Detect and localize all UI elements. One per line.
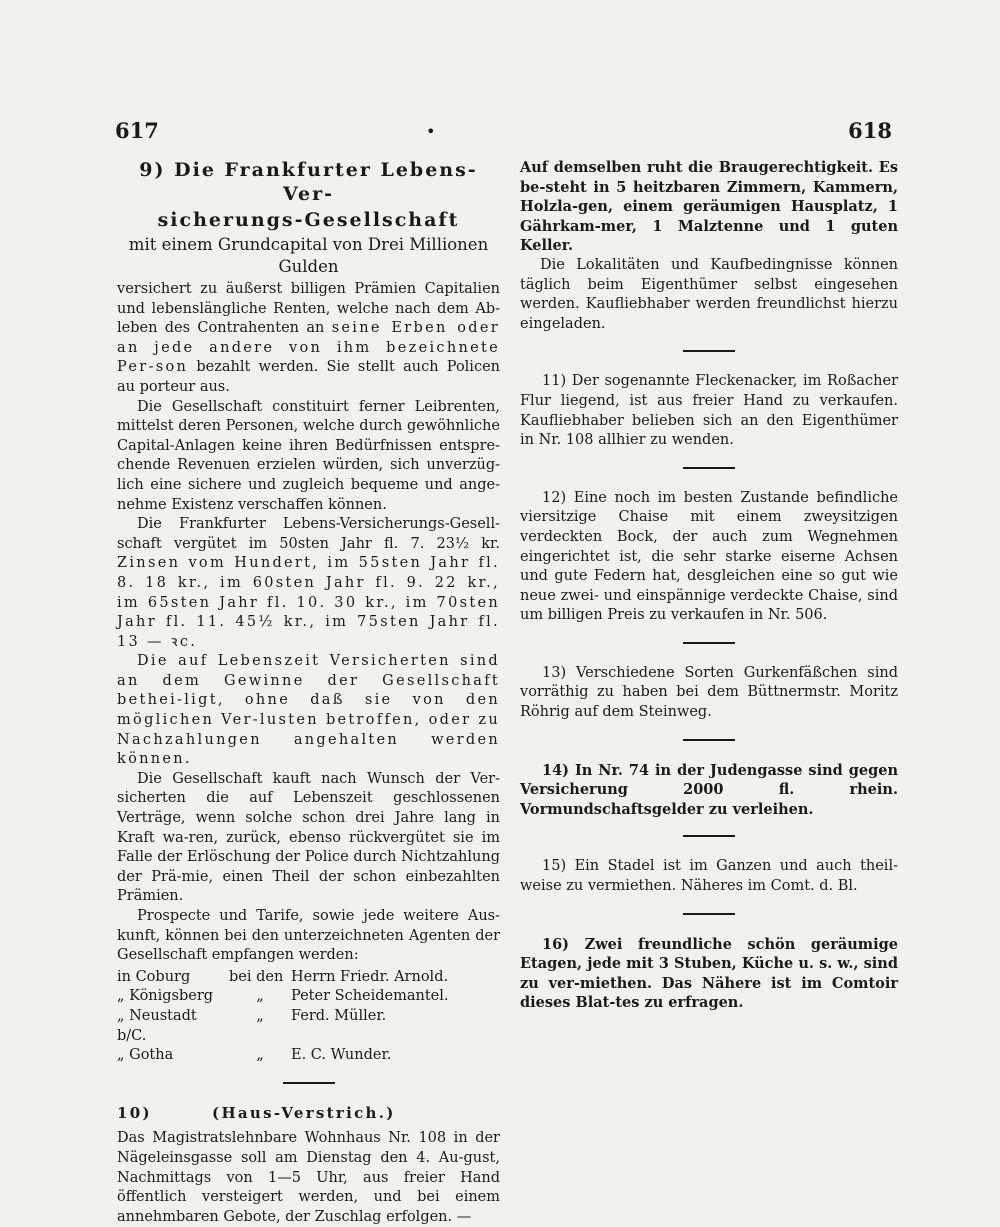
item9-para3-spaced: Zinsen vom Hundert, im 55sten Jahr fl. 8. 18 kr., im 60sten Jahr fl. 9. 22 kr., im 65sten Jahr fl. 10. 30 kr., im 70sten Jahr fl. 11. 45½ kr., im 75sten Jahr fl. 13 — ꝛc. bbox=[117, 555, 500, 650]
item10-heading: 10) (Haus-Verstrich.) bbox=[117, 1103, 396, 1122]
item9-heading-line1: 9) Die Frankfurter Lebens-Ver- bbox=[139, 159, 478, 205]
item12-text: 12) Eine noch im besten Zustande befindliche viersitzige Chaise mit einem zweysitzigen verdeckten Bock, der auch zum Wegnehmen eingerichtet ist, die sehr starke eiserne Achsen und gute Federn hat, desgleichen eine so gut wie neue zwei- und einspännige verdeckte Chaise, sind um billigen Preis zu verkaufen in Nr. 506. bbox=[520, 489, 898, 624]
item9-paragraph-5: Die Gesellschaft kauft nach Wunsch der Ver-sicherten die auf Lebenszeit geschlossenen Verträge, wenn solche schon drei Jahre lang in Kraft wa-ren, zurück, ebenso rückvergütet sie im Falle der Erlöschung der Police durch Nichtzahlung der Prä-mie, einen Theil der schon einbezahlten Prämien. bbox=[117, 770, 500, 905]
agent-name: E. C. Wunder. bbox=[291, 1047, 392, 1064]
section-divider bbox=[283, 1082, 335, 1084]
item9-paragraph-2: Die Gesellschaft constituirt ferner Leibrenten, mittelst deren Personen, welche durch gewöhnliche Capital-Anlagen keine ihren Bedürfnissen entspre-chende Revenuen erzielen würden, sich unverzüg-lich eine sichere und zugleich bequeme und ange-nehme Existenz verschaffen können. bbox=[117, 398, 500, 513]
agent-row bbox=[117, 987, 500, 1007]
item9-para1-spaced: seine Erben oder an jede andere von ihm bezeichnete Per-son bbox=[117, 320, 501, 376]
section-divider bbox=[683, 467, 735, 469]
left-column bbox=[117, 158, 500, 1227]
section-divider bbox=[683, 642, 735, 644]
agent-name: Herrn Friedr. Arnold. bbox=[291, 968, 449, 985]
page-number-left: 617 bbox=[115, 118, 159, 143]
item9-subheading: mit einem Grundcapital von Drei Millionen Gulden bbox=[128, 235, 489, 276]
item9-heading-line2: sicherungs-Gesellschaft bbox=[157, 209, 460, 231]
item10-text: Das Magistratslehnbare Wohnhaus Nr. 108 in der Nägeleinsgasse soll am Dienstag den 4. Au-gust, Nachmittags von 1—5 Uhr, aus freier Hand öffentlich versteigert werden, und bei einem annehmbaren Gebote, der Zuschlag erfolgen. — bbox=[117, 1130, 500, 1225]
agent-name: Peter Scheidemantel. bbox=[291, 988, 449, 1005]
agent-place: „ Königsberg bbox=[117, 988, 214, 1005]
agent-mid: „ bbox=[256, 1007, 264, 1024]
page-number-right: 618 bbox=[848, 118, 892, 143]
item9-para1-text: versichert zu äußerst billigen Prämien Capitalien und lebenslängliche Renten, welche nach dem Ab-leben des Contrahenten an bbox=[117, 281, 500, 337]
agent-mid: „ bbox=[256, 1047, 264, 1064]
item9-paragraph-1 bbox=[117, 280, 500, 398]
center-mark: • bbox=[426, 122, 436, 141]
agent-place: „ Neustadt b/C. bbox=[117, 1007, 197, 1044]
item9-para3-text: Die Frankfurter Lebens-Versicherungs-Gesell-schaft vergütet im 50sten Jahr fl. 7. 23½ kr. bbox=[117, 516, 500, 552]
item15-text: 15) Ein Stadel ist im Ganzen und auch theil-weise zu vermiethen. Näheres im Comt. d. Bl. bbox=[520, 858, 898, 895]
item14-text: 14) In Nr. 74 in der Judengasse sind gegen Versicherung 2000 fl. rhein. Vormundschaftsgelder zu verleihen. bbox=[520, 761, 898, 818]
agent-mid: bei den bbox=[229, 968, 284, 985]
section-divider bbox=[683, 739, 735, 741]
agent-row bbox=[117, 968, 500, 988]
item11-text: 11) Der sogenannte Fleckenacker, im Roßacher Flur liegend, ist aus freier Hand zu verkaufen. Kaufliebhaber belieben sich an den Eigenthümer in Nr. 108 allhier zu wenden. bbox=[520, 373, 898, 449]
agent-place: in Coburg bbox=[117, 968, 191, 985]
agent-name: Ferd. Müller. bbox=[291, 1007, 387, 1024]
section-divider bbox=[683, 350, 735, 352]
item9-paragraph-3 bbox=[117, 515, 500, 652]
agents-list bbox=[117, 968, 500, 1066]
item10-continuation-2: Die Lokalitäten und Kaufbedingnisse können täglich beim Eigenthümer selbst eingesehen werden. Kaufliebhaber werden freundlichst hierzu eingeladen. bbox=[520, 256, 898, 332]
agent-place: „ Gotha bbox=[117, 1047, 174, 1064]
agent-row bbox=[117, 1046, 500, 1066]
item9-paragraph-6: Prospecte und Tarife, sowie jede weitere Aus-kunft, können bei den unterzeichneten Agenten der Gesellschaft empfangen werden: bbox=[117, 908, 500, 964]
right-column bbox=[520, 158, 898, 1013]
agent-row bbox=[117, 1007, 500, 1046]
agent-mid: „ bbox=[256, 988, 264, 1005]
item9-para1-end: bezahlt werden. Sie stellt auch Policen au porteur aus. bbox=[117, 359, 500, 395]
item16-text: 16) Zwei freundliche schön geräumige Etagen, jede mit 3 Stuben, Küche u. s. w., sind zu ver-miethen. Das Nähere ist im Comtoir dieses Blat-tes zu erfragen. bbox=[520, 935, 898, 1012]
section-divider bbox=[683, 913, 735, 915]
item13-text: 13) Verschiedene Sorten Gurkenfäßchen sind vorräthig zu haben bei dem Büttnermstr. Moritz Röhrig auf dem Steinweg. bbox=[520, 664, 898, 721]
item10-continuation-1: Auf demselben ruht die Braugerechtigkeit. Es be-steht in 5 heitzbaren Zimmern, Kammern, Holzla-gen, einem geräumigen Hausplatz, 1 Gährkam-mer, 1 Malztenne und 1 guten Keller. bbox=[520, 159, 898, 255]
item9-paragraph-4: Die auf Lebenszeit Versicherten sind an dem Gewinne der Gesellschaft bethei-ligt, ohne daß sie von den möglichen Ver-lusten betroffen, oder zu Nachzahlungen angehalten werden können. bbox=[117, 653, 500, 768]
section-divider bbox=[683, 835, 735, 837]
